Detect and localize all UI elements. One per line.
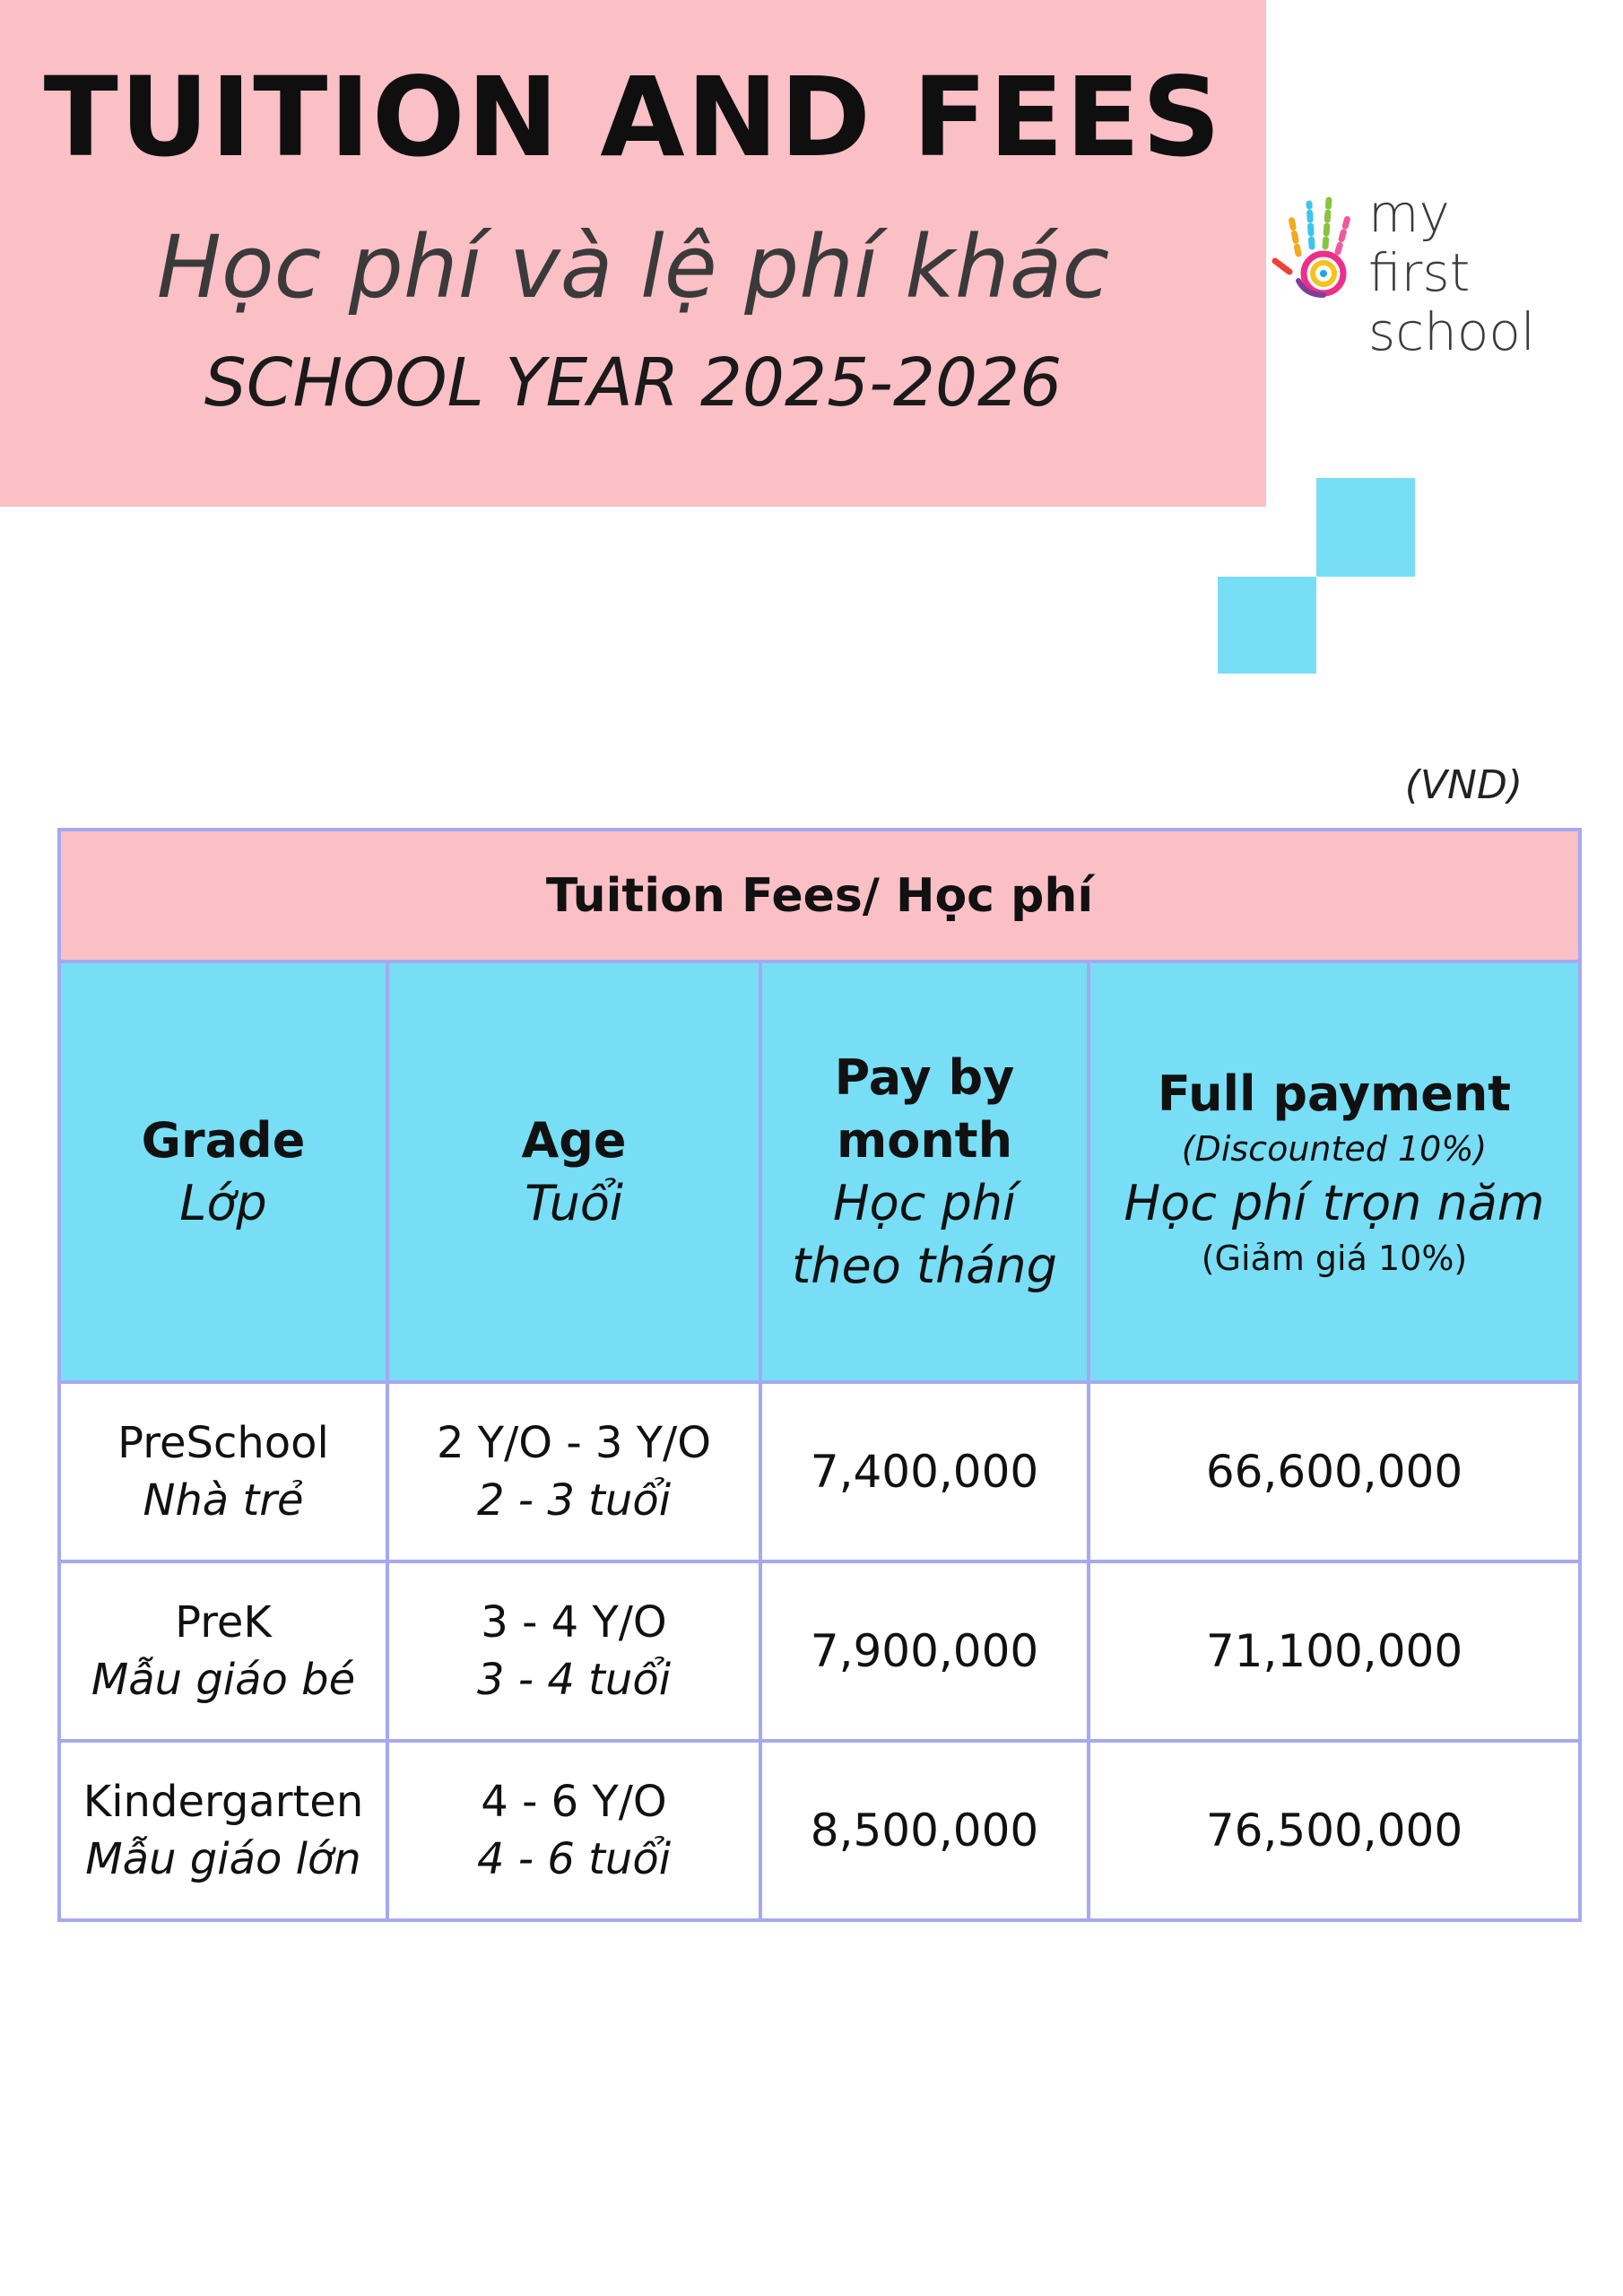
header-grade-en: Grade	[141, 1111, 306, 1169]
cell-monthly-fee: 7,900,000	[760, 1561, 1089, 1741]
cell-grade	[59, 1561, 387, 1741]
cell-full-fee: 76,500,000	[1089, 1741, 1580, 1920]
logo-wordmark	[1368, 184, 1623, 361]
currency-note: (VND)	[1404, 762, 1523, 808]
decorative-square-top	[1316, 478, 1415, 577]
page-title: TUITION AND FEES	[43, 54, 1223, 181]
header-monthly-vn-1: Học phí	[832, 1174, 1016, 1231]
age-vn: 2 - 3 tuổi	[476, 1475, 672, 1526]
header-monthly-en-2: month	[836, 1111, 1013, 1169]
tuition-fees-table	[57, 828, 1582, 1922]
age-en: 3 - 4 Y/O	[481, 1597, 667, 1648]
header-full-payment	[1089, 961, 1580, 1382]
grade-vn: Mẫu giáo lớn	[85, 1834, 361, 1884]
cell-full-fee: 71,100,000	[1089, 1561, 1580, 1741]
cell-grade	[59, 1741, 387, 1920]
grade-en: PreK	[175, 1597, 272, 1648]
table-caption: Tuition Fees/ Học phí	[59, 830, 1580, 961]
logo-line-1: my	[1368, 183, 1450, 244]
header-full-note-vn: (Giảm giá 10%)	[1201, 1238, 1468, 1278]
header-grade-vn: Lớp	[179, 1174, 267, 1231]
grade-vn: Mẫu giáo bé	[91, 1655, 356, 1705]
header-grade	[59, 961, 387, 1382]
header-full-vn: Học phí trọn năm	[1124, 1174, 1545, 1231]
table-row	[59, 1382, 1580, 1561]
logo-line-2: first school	[1368, 242, 1535, 362]
header-age-en: Age	[521, 1111, 627, 1169]
header-full-en: Full payment	[1157, 1065, 1512, 1122]
cell-full-fee: 66,600,000	[1089, 1382, 1580, 1561]
cell-grade	[59, 1382, 387, 1561]
grade-en: PreSchool	[117, 1418, 329, 1468]
cell-monthly-fee: 7,400,000	[760, 1382, 1089, 1561]
header-full-note-en: (Discounted 10%)	[1181, 1128, 1488, 1169]
header-age-vn: Tuổi	[525, 1174, 623, 1231]
age-en: 4 - 6 Y/O	[481, 1777, 667, 1827]
table-header-row	[59, 961, 1580, 1382]
grade-vn: Nhà trẻ	[143, 1475, 304, 1526]
title-banner	[0, 0, 1266, 507]
age-en: 2 Y/O - 3 Y/O	[437, 1418, 711, 1468]
colorful-hand-icon	[1271, 191, 1361, 299]
header-age	[387, 961, 760, 1382]
cell-age	[387, 1382, 760, 1561]
table-row	[59, 1561, 1580, 1741]
cell-age	[387, 1561, 760, 1741]
school-year: SCHOOL YEAR 2025-2026	[204, 344, 1063, 422]
cell-monthly-fee: 8,500,000	[760, 1741, 1089, 1920]
school-logo	[1271, 183, 1623, 362]
cell-age	[387, 1741, 760, 1920]
table-caption-row	[59, 830, 1580, 961]
age-vn: 3 - 4 tuổi	[476, 1655, 672, 1705]
header-monthly-en-1: Pay by	[834, 1048, 1015, 1106]
age-vn: 4 - 6 tuổi	[476, 1834, 672, 1884]
header-monthly	[760, 961, 1089, 1382]
grade-en: Kindergarten	[82, 1777, 364, 1827]
page-subtitle-vn: Học phí và lệ phí khác	[156, 217, 1110, 317]
header-monthly-vn-2: theo tháng	[792, 1237, 1057, 1294]
decorative-square-bottom	[1218, 577, 1316, 674]
table-row	[59, 1741, 1580, 1920]
